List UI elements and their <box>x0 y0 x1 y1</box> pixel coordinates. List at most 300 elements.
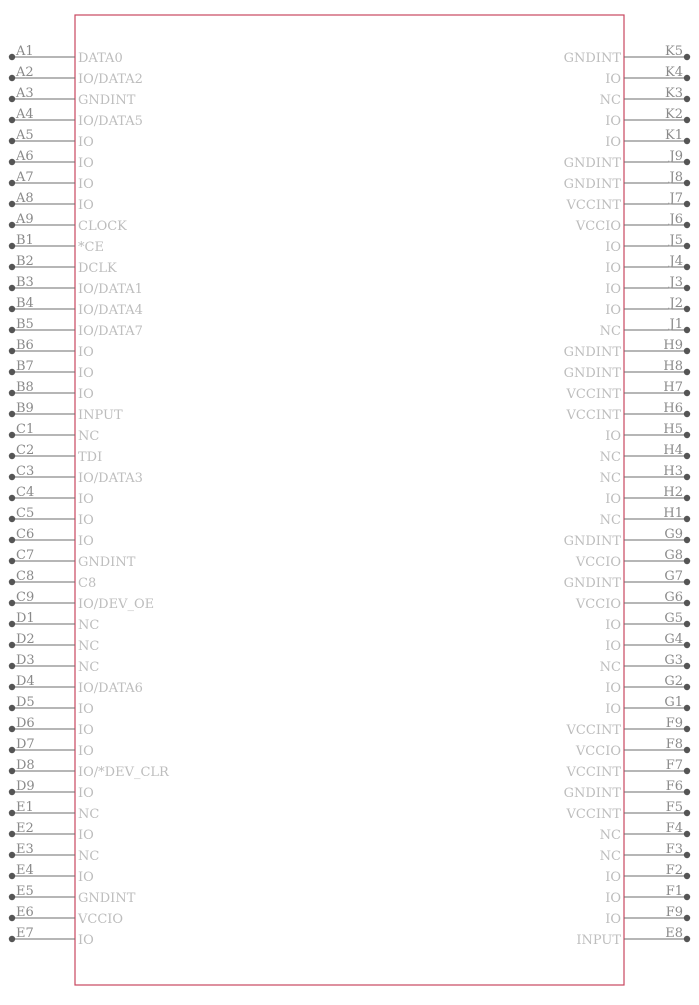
pin-label: IO <box>78 702 94 717</box>
pin-right-f7-34 <box>566 758 691 780</box>
pin-label: VCCIO <box>575 744 621 759</box>
pin-terminal-dot <box>9 936 15 942</box>
pin-number: A4 <box>16 107 34 122</box>
pin-terminal-dot <box>9 831 15 837</box>
pin-number: J7 <box>669 191 683 206</box>
pin-label: C8 <box>78 576 97 591</box>
pin-number: C5 <box>16 506 35 521</box>
pin-label: VCCIO <box>575 555 621 570</box>
pin-label: VCCIO <box>78 912 124 927</box>
pin-terminal-dot <box>9 810 15 816</box>
pin-number: B9 <box>16 401 34 416</box>
pin-terminal-dot <box>684 894 690 900</box>
pin-right-h3-20 <box>600 464 691 486</box>
pin-number: A9 <box>16 212 34 227</box>
pin-label: IO/DATA1 <box>78 282 143 297</box>
pin-number: C8 <box>16 569 35 584</box>
pin-number: E1 <box>16 800 34 815</box>
pin-right-j9-5 <box>564 149 691 171</box>
pin-terminal-dot <box>684 705 690 711</box>
pin-number: D1 <box>16 611 35 626</box>
pin-number: G7 <box>664 569 683 584</box>
pin-label: IO <box>605 261 621 276</box>
pin-terminal-dot <box>9 411 15 417</box>
pin-terminal-dot <box>9 684 15 690</box>
pin-terminal-dot <box>684 558 690 564</box>
pin-left-c9-26 <box>9 590 154 612</box>
pin-left-d6-32 <box>9 716 94 738</box>
pin-left-b8-16 <box>9 380 94 402</box>
pin-terminal-dot <box>684 684 690 690</box>
pin-left-c7-24 <box>9 548 136 570</box>
pin-number: H8 <box>663 359 683 374</box>
pin-number: G5 <box>664 611 683 626</box>
pin-number: E2 <box>16 821 34 836</box>
pin-terminal-dot <box>684 453 690 459</box>
pin-number: K4 <box>665 65 683 80</box>
pin-label: GNDINT <box>563 177 621 192</box>
pin-left-a1-0 <box>9 44 123 66</box>
pin-label: NC <box>599 849 621 864</box>
pin-left-a6-5 <box>9 149 94 171</box>
pin-left-b5-13 <box>9 317 143 339</box>
pin-right-j1-13 <box>600 317 691 339</box>
pin-number: D6 <box>16 716 35 731</box>
pin-label: GNDINT <box>563 576 621 591</box>
pin-terminal-dot <box>9 222 15 228</box>
pin-number: F1 <box>665 884 683 899</box>
pin-label: IO <box>78 345 94 360</box>
pin-number: G1 <box>664 695 683 710</box>
pin-right-g2-30 <box>605 674 690 696</box>
pin-label: VCCINT <box>566 723 621 738</box>
pin-label: IO <box>78 828 94 843</box>
pin-terminal-dot <box>9 516 15 522</box>
pin-number: J8 <box>669 170 683 185</box>
pin-label: CLOCK <box>78 219 127 234</box>
pin-number: C4 <box>16 485 35 500</box>
pin-right-f1-40 <box>605 884 690 906</box>
pin-terminal-dot <box>684 222 690 228</box>
pin-number: B2 <box>16 254 34 269</box>
pin-right-j6-8 <box>575 212 690 234</box>
pin-terminal-dot <box>684 474 690 480</box>
pin-left-b1-9 <box>9 233 104 255</box>
pin-label: IO/DATA3 <box>78 471 143 486</box>
pin-left-e1-36 <box>9 800 100 822</box>
pin-terminal-dot <box>684 264 690 270</box>
pin-label: IO <box>78 933 94 948</box>
pin-number: C6 <box>16 527 35 542</box>
pin-number: G2 <box>664 674 683 689</box>
pin-left-d3-29 <box>9 653 100 675</box>
pin-terminal-dot <box>9 390 15 396</box>
pin-right-f6-35 <box>564 779 691 801</box>
pin-label: IO <box>78 723 94 738</box>
pin-label: IO/DEV_OE <box>78 597 155 612</box>
pin-terminal-dot <box>9 642 15 648</box>
pin-terminal-dot <box>684 831 690 837</box>
pin-terminal-dot <box>9 432 15 438</box>
pin-left-c2-19 <box>9 443 102 465</box>
pin-label: NC <box>599 828 621 843</box>
pin-terminal-dot <box>684 285 690 291</box>
pin-terminal-dot <box>9 852 15 858</box>
pin-right-k1-4 <box>605 128 690 150</box>
pin-terminal-dot <box>684 327 690 333</box>
pin-left-a8-7 <box>9 191 94 213</box>
pin-number: K3 <box>665 86 683 101</box>
pin-terminal-dot <box>9 243 15 249</box>
pin-label: IO <box>78 744 94 759</box>
pin-number: B8 <box>16 380 34 395</box>
pin-number: F9 <box>665 905 683 920</box>
pin-label: IO <box>605 618 621 633</box>
pin-label: IO <box>605 639 621 654</box>
pin-terminal-dot <box>9 201 15 207</box>
pin-number: B4 <box>16 296 34 311</box>
pin-terminal-dot <box>9 453 15 459</box>
pin-left-d9-35 <box>9 779 94 801</box>
pin-left-e2-37 <box>9 821 94 843</box>
pin-label: IO <box>78 198 94 213</box>
pin-terminal-dot <box>9 789 15 795</box>
pin-left-a2-1 <box>9 65 143 87</box>
pin-terminal-dot <box>9 537 15 543</box>
pin-number: C9 <box>16 590 35 605</box>
pin-left-e4-39 <box>9 863 94 885</box>
pin-label: IO <box>605 429 621 444</box>
pin-terminal-dot <box>684 537 690 543</box>
pin-number: B3 <box>16 275 34 290</box>
pin-terminal-dot <box>684 768 690 774</box>
pin-terminal-dot <box>684 621 690 627</box>
pin-number: D5 <box>16 695 35 710</box>
pin-terminal-dot <box>9 117 15 123</box>
pin-terminal-dot <box>684 96 690 102</box>
right-pin-column <box>564 44 691 948</box>
pin-label: IO <box>78 366 94 381</box>
pin-label: IO <box>78 534 94 549</box>
pin-label: INPUT <box>78 408 123 423</box>
pin-right-g6-26 <box>575 590 690 612</box>
pin-right-g9-23 <box>564 527 691 549</box>
pin-label: GNDINT <box>563 534 621 549</box>
pin-number: H1 <box>663 506 683 521</box>
pin-terminal-dot <box>9 768 15 774</box>
pin-label: IO <box>78 135 94 150</box>
pin-number: J2 <box>669 296 683 311</box>
pin-label: IO <box>605 72 621 87</box>
pin-label: NC <box>78 807 100 822</box>
pin-terminal-dot <box>684 243 690 249</box>
pin-left-d8-34 <box>9 758 170 780</box>
pin-right-h7-16 <box>566 380 691 402</box>
pin-label: NC <box>599 660 621 675</box>
pin-label: IO <box>605 912 621 927</box>
pin-terminal-dot <box>684 117 690 123</box>
pin-right-f9-32 <box>566 716 691 738</box>
pin-terminal-dot <box>9 327 15 333</box>
pin-number: J3 <box>669 275 683 290</box>
pin-number: A7 <box>16 170 34 185</box>
pin-terminal-dot <box>684 54 690 60</box>
pin-number: F5 <box>665 800 683 815</box>
pin-number: D2 <box>16 632 35 647</box>
pin-number: A6 <box>16 149 34 164</box>
pin-number: H9 <box>663 338 683 353</box>
pin-number: F2 <box>665 863 683 878</box>
pin-right-g4-28 <box>605 632 690 654</box>
pin-label: IO <box>605 135 621 150</box>
pin-number: E7 <box>16 926 34 941</box>
pin-label: IO <box>605 114 621 129</box>
pin-right-h4-19 <box>600 443 691 465</box>
pin-number: F3 <box>665 842 683 857</box>
pin-label: GNDINT <box>78 93 136 108</box>
pin-terminal-dot <box>684 600 690 606</box>
pin-terminal-dot <box>684 810 690 816</box>
pin-number: F8 <box>665 737 683 752</box>
pin-terminal-dot <box>9 579 15 585</box>
pin-number: A2 <box>16 65 34 80</box>
pin-terminal-dot <box>684 348 690 354</box>
pin-terminal-dot <box>9 96 15 102</box>
pin-right-f9-41 <box>605 905 690 927</box>
pin-number: D4 <box>16 674 35 689</box>
pin-number: K1 <box>665 128 683 143</box>
pin-label: GNDINT <box>563 786 621 801</box>
pin-number: G9 <box>664 527 683 542</box>
pin-terminal-dot <box>9 894 15 900</box>
pin-label: VCCIO <box>575 219 621 234</box>
pin-right-f5-36 <box>566 800 691 822</box>
pin-number: C2 <box>16 443 35 458</box>
pin-right-k3-2 <box>600 86 691 108</box>
pin-left-c5-22 <box>9 506 94 528</box>
pin-label: NC <box>599 513 621 528</box>
pin-label: NC <box>78 639 100 654</box>
pin-left-d1-27 <box>9 611 100 633</box>
pin-left-e5-40 <box>9 884 136 906</box>
pin-right-h8-15 <box>564 359 691 381</box>
pin-label: IO/DATA5 <box>78 114 143 129</box>
pin-left-d5-31 <box>9 695 94 717</box>
pin-label: IO/DATA6 <box>78 681 143 696</box>
pin-number: F6 <box>665 779 683 794</box>
pin-label: GNDINT <box>78 891 136 906</box>
pin-number: A3 <box>16 86 34 101</box>
pin-left-b3-11 <box>9 275 143 297</box>
pin-label: IO/*DEV_CLR <box>78 765 169 780</box>
pin-right-g7-25 <box>564 569 691 591</box>
pin-right-j4-10 <box>605 254 690 276</box>
pin-terminal-dot <box>684 369 690 375</box>
pin-right-j3-11 <box>605 275 690 297</box>
pin-terminal-dot <box>9 306 15 312</box>
pin-left-c6-23 <box>9 527 94 549</box>
pin-terminal-dot <box>684 873 690 879</box>
pin-number: E6 <box>16 905 34 920</box>
pin-label: IO <box>78 513 94 528</box>
pin-label: IO <box>78 492 94 507</box>
pin-label: VCCINT <box>566 198 621 213</box>
pin-terminal-dot <box>9 873 15 879</box>
pin-number: K5 <box>665 44 683 59</box>
pin-terminal-dot <box>9 474 15 480</box>
pin-number: A5 <box>16 128 34 143</box>
pin-terminal-dot <box>684 726 690 732</box>
pin-terminal-dot <box>684 495 690 501</box>
pin-terminal-dot <box>684 915 690 921</box>
pin-right-f4-37 <box>600 821 691 843</box>
pin-label: IO <box>605 282 621 297</box>
pin-label: IO <box>78 177 94 192</box>
pin-label: IO <box>605 303 621 318</box>
pin-terminal-dot <box>9 747 15 753</box>
pin-terminal-dot <box>9 285 15 291</box>
pin-left-c8-25 <box>9 569 96 591</box>
pin-label: IO/DATA4 <box>78 303 143 318</box>
pin-terminal-dot <box>9 621 15 627</box>
pin-number: A1 <box>16 44 34 59</box>
pin-right-g1-31 <box>605 695 690 717</box>
pin-right-j2-12 <box>605 296 690 318</box>
pin-number: B6 <box>16 338 34 353</box>
pin-left-c4-21 <box>9 485 94 507</box>
pin-terminal-dot <box>9 369 15 375</box>
pin-number: D9 <box>16 779 35 794</box>
pin-number: G4 <box>664 632 683 647</box>
pin-label: GNDINT <box>563 156 621 171</box>
pin-left-b6-14 <box>9 338 94 360</box>
pin-label: VCCINT <box>566 387 621 402</box>
pin-number: H7 <box>663 380 683 395</box>
pin-label: NC <box>78 660 100 675</box>
pin-right-g8-24 <box>575 548 690 570</box>
pin-terminal-dot <box>9 558 15 564</box>
pin-right-f2-39 <box>605 863 690 885</box>
pin-label: DATA0 <box>78 51 123 66</box>
pin-left-e6-41 <box>9 905 123 927</box>
pin-number: F4 <box>665 821 683 836</box>
pin-terminal-dot <box>684 747 690 753</box>
pin-right-h2-21 <box>605 485 690 507</box>
pin-terminal-dot <box>9 180 15 186</box>
pin-label: IO <box>605 492 621 507</box>
pin-number: A8 <box>16 191 34 206</box>
pin-label: NC <box>599 93 621 108</box>
pin-terminal-dot <box>684 936 690 942</box>
pin-terminal-dot <box>9 75 15 81</box>
pin-number: F7 <box>665 758 683 773</box>
pin-label: IO <box>605 891 621 906</box>
pin-right-j7-7 <box>566 191 691 213</box>
pin-number: H5 <box>663 422 683 437</box>
pin-number: C1 <box>16 422 35 437</box>
left-pin-column <box>9 44 170 948</box>
pin-number: D8 <box>16 758 35 773</box>
pin-terminal-dot <box>9 159 15 165</box>
pin-label: VCCIO <box>575 597 621 612</box>
pin-label: NC <box>78 618 100 633</box>
pin-terminal-dot <box>684 432 690 438</box>
pin-number: B7 <box>16 359 34 374</box>
pin-terminal-dot <box>684 852 690 858</box>
pin-right-h5-18 <box>605 422 690 444</box>
pin-left-b2-10 <box>9 254 117 276</box>
pin-terminal-dot <box>9 264 15 270</box>
pin-terminal-dot <box>9 705 15 711</box>
pin-number: E3 <box>16 842 34 857</box>
pin-right-h9-14 <box>564 338 691 360</box>
pin-number: G6 <box>664 590 683 605</box>
pin-right-j8-6 <box>564 170 691 192</box>
pin-label: GNDINT <box>563 51 621 66</box>
pin-terminal-dot <box>684 579 690 585</box>
pin-number: H6 <box>663 401 683 416</box>
pin-label: NC <box>78 429 100 444</box>
pin-terminal-dot <box>684 663 690 669</box>
pin-left-e3-38 <box>9 842 100 864</box>
pin-label: IO <box>605 702 621 717</box>
pin-left-c3-20 <box>9 464 143 486</box>
pin-left-d4-30 <box>9 674 143 696</box>
pin-number: H2 <box>663 485 683 500</box>
pin-terminal-dot <box>684 306 690 312</box>
pin-number: B1 <box>16 233 34 248</box>
pin-left-a4-3 <box>9 107 143 129</box>
pin-left-a3-2 <box>9 86 136 108</box>
pin-terminal-dot <box>684 75 690 81</box>
pin-right-k5-0 <box>564 44 691 66</box>
pin-terminal-dot <box>684 159 690 165</box>
pin-label: DCLK <box>78 261 117 276</box>
pin-right-k2-3 <box>605 107 690 129</box>
pin-terminal-dot <box>9 600 15 606</box>
pin-label: IO/DATA2 <box>78 72 143 87</box>
pin-number: C3 <box>16 464 35 479</box>
pin-number: J5 <box>669 233 683 248</box>
pin-terminal-dot <box>9 915 15 921</box>
pin-left-b4-12 <box>9 296 143 318</box>
pin-number: B5 <box>16 317 34 332</box>
pin-label: VCCINT <box>566 807 621 822</box>
pin-left-a9-8 <box>9 212 127 234</box>
pin-right-f8-33 <box>575 737 690 759</box>
pin-terminal-dot <box>684 411 690 417</box>
pin-number: J9 <box>669 149 683 164</box>
pin-label: GNDINT <box>78 555 136 570</box>
pin-terminal-dot <box>9 54 15 60</box>
pin-left-b9-17 <box>9 401 123 423</box>
pin-number: D7 <box>16 737 35 752</box>
pin-right-g3-29 <box>600 653 691 675</box>
pin-terminal-dot <box>684 138 690 144</box>
pin-number: K2 <box>665 107 683 122</box>
pin-number: E8 <box>665 926 683 941</box>
pin-number: H4 <box>663 443 683 458</box>
pin-number: H3 <box>663 464 683 479</box>
pin-label: NC <box>599 450 621 465</box>
pin-label: IO <box>78 786 94 801</box>
pin-number: E4 <box>16 863 34 878</box>
pin-label: IO <box>605 240 621 255</box>
pin-number: J1 <box>669 317 683 332</box>
pin-terminal-dot <box>684 180 690 186</box>
pin-right-h1-22 <box>600 506 691 528</box>
pin-label: IO <box>605 681 621 696</box>
